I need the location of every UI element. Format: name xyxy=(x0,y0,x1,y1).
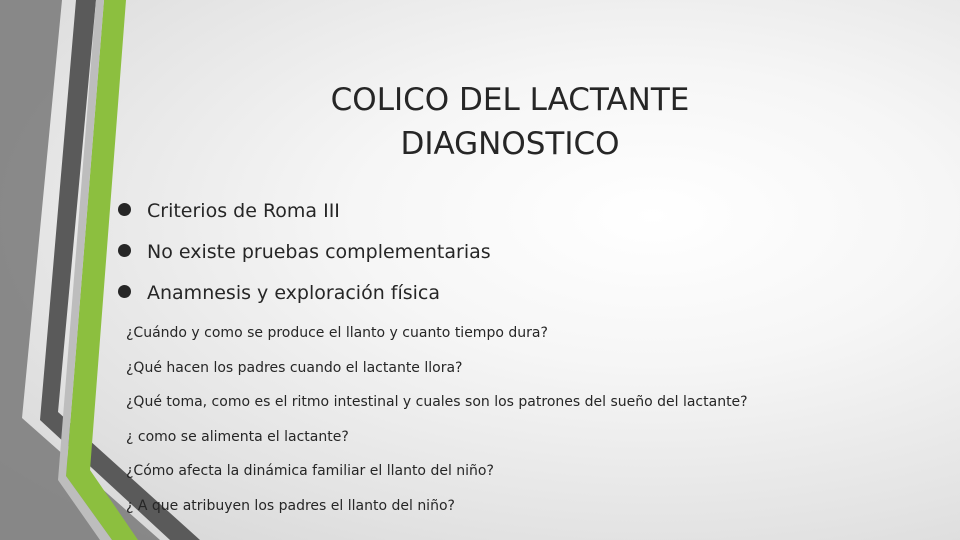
title-line-2: DIAGNOSTICO xyxy=(400,126,620,162)
question-item: ¿Cómo afecta la dinámica familiar el llanto del niño? xyxy=(126,463,494,480)
question-list xyxy=(126,322,926,530)
bullet-dot-icon xyxy=(118,285,131,298)
title-line-1: COLICO DEL LACTANTE xyxy=(330,82,690,118)
bullet-item xyxy=(113,277,813,318)
bullet-text: Anamnesis y exploración física xyxy=(147,282,441,304)
question-item: ¿ A que atribuyen los padres el llanto del niño? xyxy=(126,497,455,514)
question-item: ¿Cuándo y como se produce el llanto y cuanto tiempo dura? xyxy=(126,325,548,341)
bullet-list xyxy=(113,195,813,318)
bullet-text: Criterios de Roma III xyxy=(147,200,340,222)
question-item: ¿Qué hacen los padres cuando el lactante llora? xyxy=(126,359,463,376)
bullet-item xyxy=(113,195,813,236)
bullet-text: No existe pruebas complementarias xyxy=(147,241,491,263)
bullet-dot-icon xyxy=(118,203,131,216)
question-item: ¿Qué toma, como es el ritmo intestinal y cuales son los patrones del sueño del lactante? xyxy=(126,394,748,411)
question-item: ¿ como se alimenta el lactante? xyxy=(126,428,349,445)
bullet-dot-icon xyxy=(118,244,131,257)
slide-title xyxy=(250,78,770,166)
bullet-item xyxy=(113,236,813,277)
